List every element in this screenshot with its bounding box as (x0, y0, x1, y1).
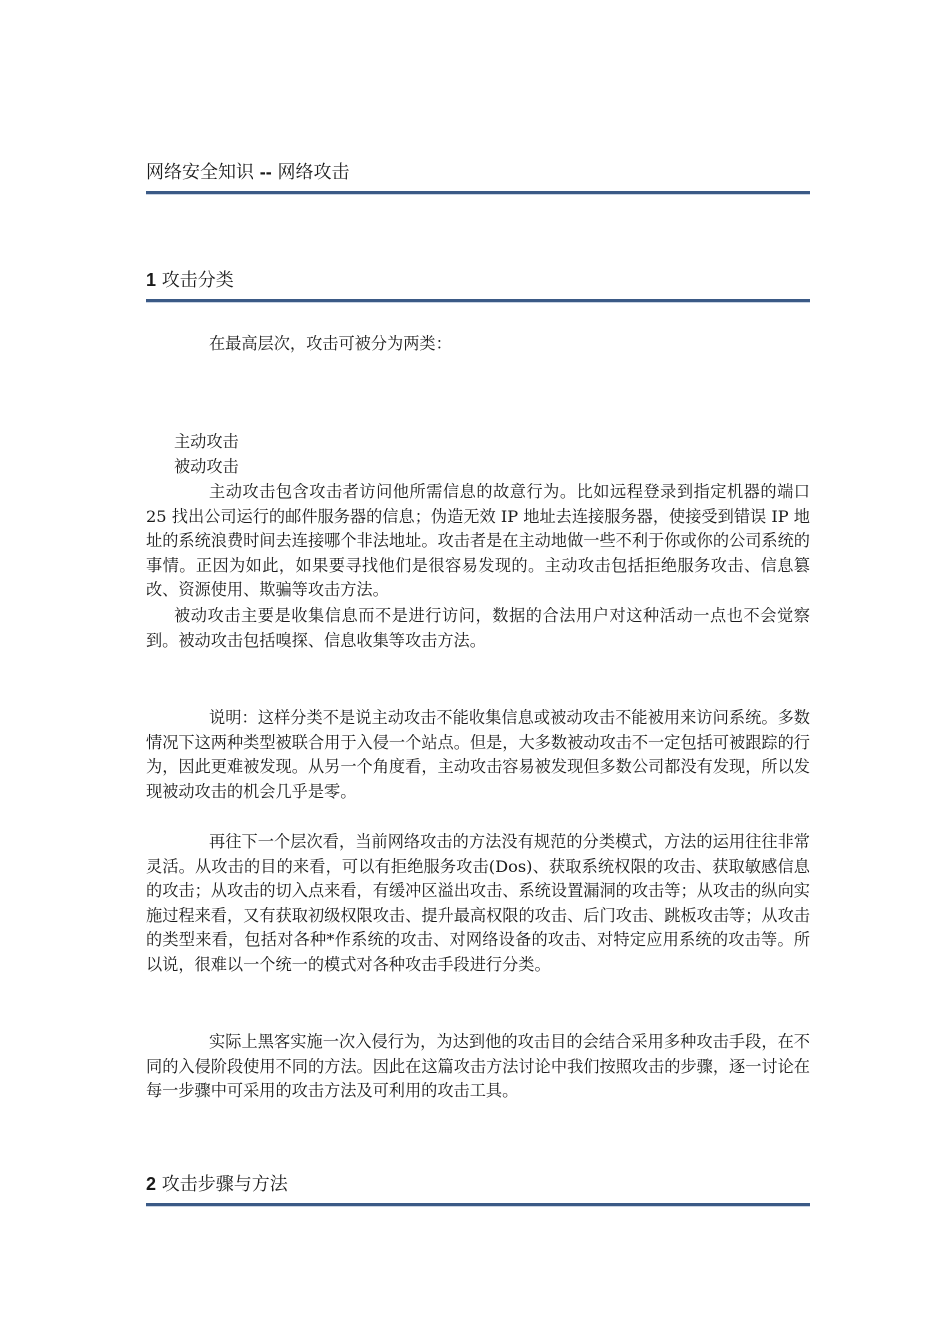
list-item-passive: 被动攻击 (174, 457, 239, 476)
paragraph-note: 说明：这样分类不是说主动攻击不能收集信息或被动攻击不能被用来访问系统。多数情况下这两种类型被联合用于入侵一个站点。但是，大多数被动攻击不一定包括可被跟踪的行为，因此更难被发现。从另一个角度看，主动攻击容易被发现但多数公司都没有发现，所以发现被动攻击的机会几乎是零。 (146, 708, 810, 801)
title-separator: -- (259, 162, 272, 182)
section1-number: 1 (146, 270, 157, 290)
section1-intro: 在最高层次，攻击可被分为两类： (209, 334, 452, 353)
section2-title: 攻击步骤与方法 (161, 1174, 288, 1195)
paragraph-active-attack: 主动攻击包含攻击者访问他所需信息的故意行为。比如远程登录到指定机器的端口 25 找出公司运行的邮件服务器的信息；伪造无效 IP 地址去连接服务器，使接受到错误 IP 地址的系统浪费时间去连接哪个非法地址。攻击者是在主动地做一些不利于你或你的公司系统的事情。正因为如此，如果要寻找他们是很容易发现的。主动攻击包括拒绝服务攻击、信息篡改、资源使用、欺骗等攻击方法。 (146, 482, 810, 599)
paragraph-passive-attack: 被动攻击主要是收集信息而不是进行访问，数据的合法用户对这种活动一点也不会觉察到。被动攻击包括嗅探、信息收集等攻击方法。 (146, 606, 810, 650)
paragraph-next-level: 再往下一个层次看，当前网络攻击的方法没有规范的分类模式，方法的运用往往非常灵活。从攻击的目的来看，可以有拒绝服务攻击(Dos)、获取系统权限的攻击、获取敏感信息的攻击；从攻击的切入点来看，有缓冲区溢出攻击、系统设置漏洞的攻击等；从攻击的纵向实施过程来看，又有获取初级权限攻击、提升最高权限的攻击、后门攻击、跳板攻击等；从攻击的类型来看，包括对各种*作系统的攻击、对网络设备的攻击、对特定应用系统的攻击等。所以说，很难以一个统一的模式对各种攻击手段进行分类。 (146, 832, 810, 974)
document-title (146, 160, 810, 194)
section1-title: 攻击分类 (161, 270, 234, 291)
paragraph-practice: 实际上黑客实施一次入侵行为，为达到他的攻击目的会结合采用多种攻击手段，在不同的入侵阶段使用不同的方法。因此在这篇攻击方法讨论中我们按照攻击的步骤，逐一讨论在每一步骤中可采用的攻击方法及可利用的攻击工具。 (146, 1032, 810, 1100)
section1-heading (146, 268, 810, 302)
title-left: 网络安全知识 (146, 162, 254, 183)
section2-number: 2 (146, 1174, 157, 1194)
section2-heading (146, 1172, 810, 1206)
title-right: 网络攻击 (277, 162, 350, 183)
list-item-active: 主动攻击 (174, 432, 239, 451)
